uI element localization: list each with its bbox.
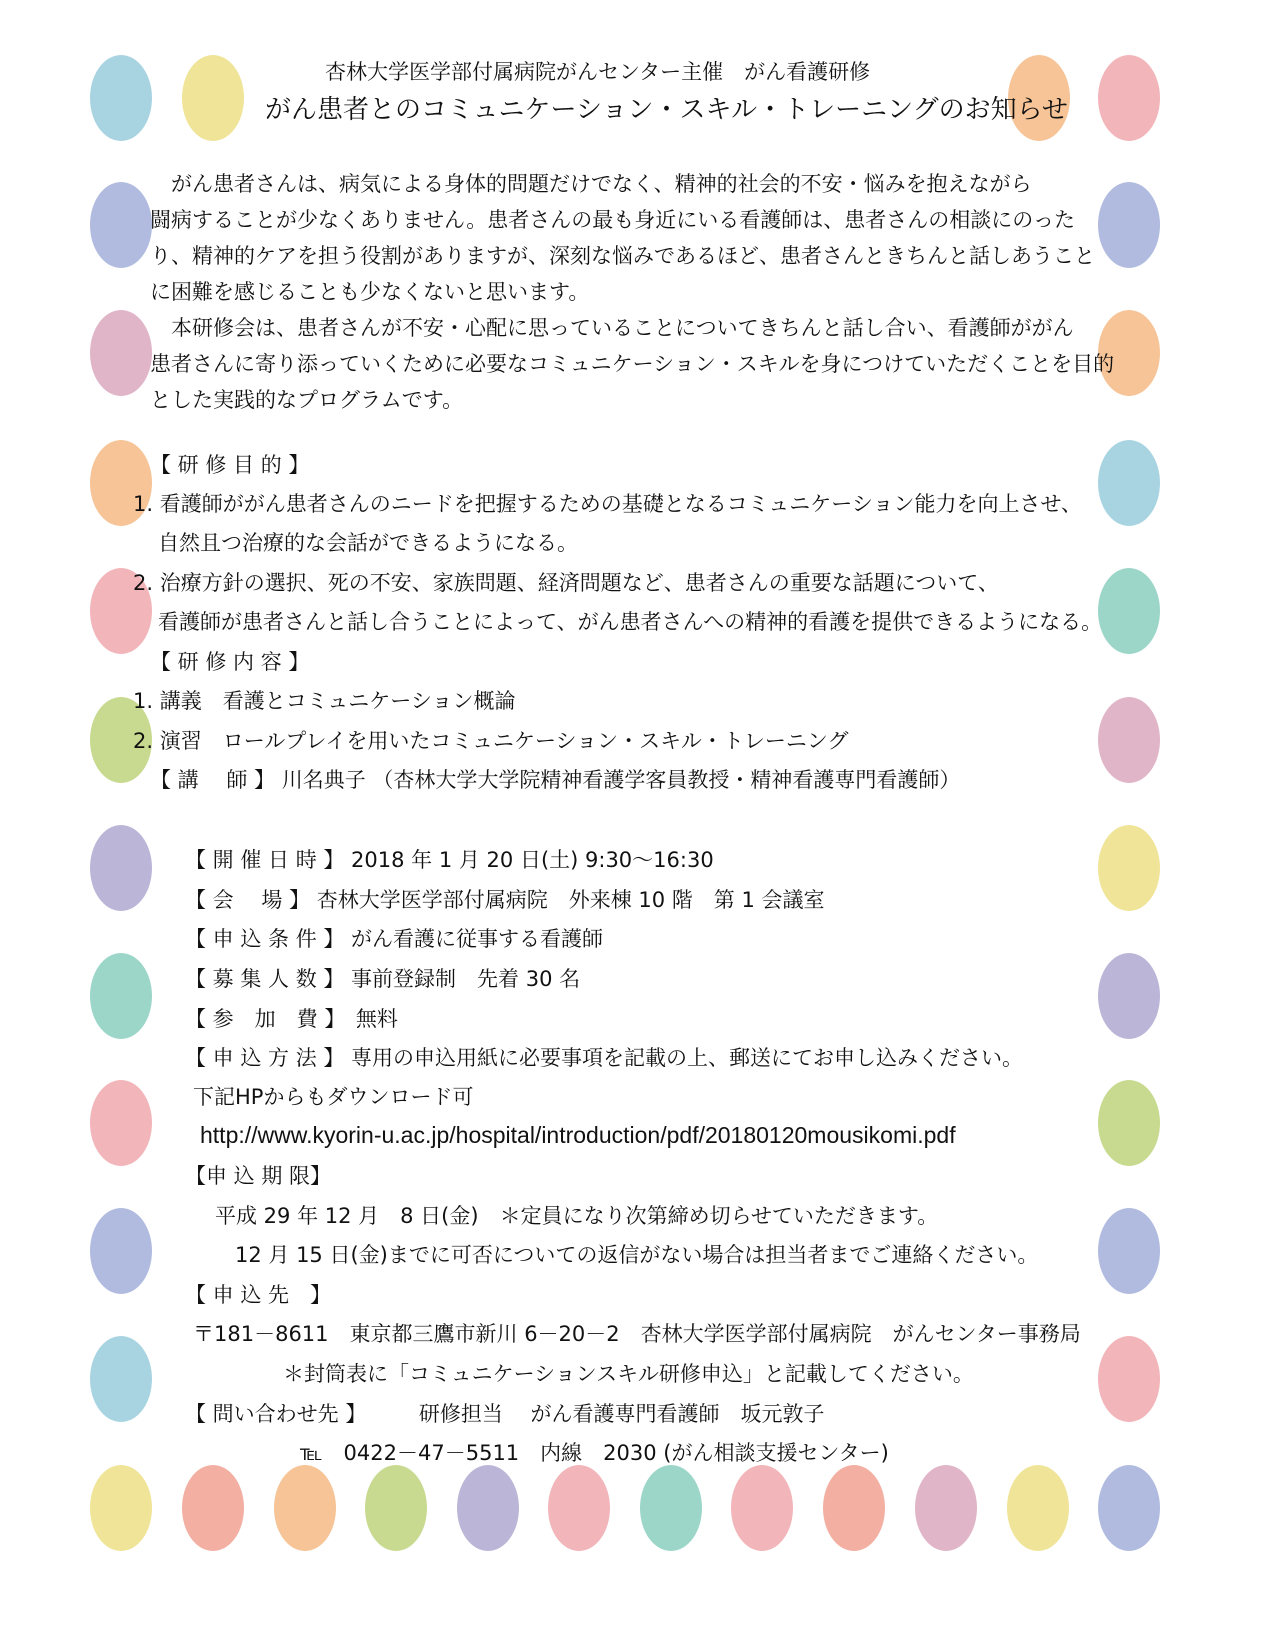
- dot: [90, 1080, 152, 1166]
- eligibility-line: 【 申 込 条 件 】 がん看護に従事する看護師: [185, 927, 604, 951]
- dot: [90, 1208, 152, 1294]
- deadline-line: 平成 29 年 12 月 8 日(金) ＊定員になり次第締め切らせていただきます。: [215, 1204, 939, 1228]
- dot: [1098, 1336, 1160, 1422]
- organizer-line: 杏林大学医学部付属病院がんセンター主催 がん看護研修: [325, 60, 871, 84]
- dot: [1098, 182, 1160, 268]
- dot: [274, 1465, 336, 1551]
- content-item: 2. 演習 ロールプレイを用いたコミュニケーション・スキル・トレーニング: [133, 729, 849, 753]
- address-line: 〒181－8611 東京都三鷹市新川 6－20－2 杏林大学医学部付属病院 がんセンター事務局: [193, 1322, 1081, 1346]
- intro-line: り、精神的ケアを担う役割がありますが、深刻な悩みであるほど、患者さんときちんと話しあうこと: [150, 244, 1095, 268]
- dot: [1098, 55, 1160, 141]
- page-title: がん患者とのコミュニケーション・スキル・トレーニングのお知らせ: [265, 95, 1068, 125]
- dot: [823, 1465, 885, 1551]
- fee-line: 【 参 加 費 】 無料: [185, 1007, 398, 1031]
- intro-line: 闘病することが少なくありません。患者さんの最も身近にいる看護師は、患者さんの相談にのった: [150, 208, 1076, 232]
- envelope-note: ＊封筒表に「コミュニケーションスキル研修申込」と記載してください。: [283, 1362, 974, 1386]
- method-line: 【 申 込 方 法 】 専用の申込用紙に必要事項を記載の上、郵送にてお申し込みください。: [185, 1046, 1024, 1070]
- tel-line: ℡ 0422－47－5511 内線 2030 (がん相談支援センター): [300, 1441, 889, 1465]
- content-item: 1. 講義 看護とコミュニケーション概論: [133, 689, 516, 713]
- dot: [548, 1465, 610, 1551]
- dot: [90, 1465, 152, 1551]
- dot: [365, 1465, 427, 1551]
- dot: [90, 953, 152, 1039]
- dot: [1098, 1208, 1160, 1294]
- dot: [731, 1465, 793, 1551]
- dot: [90, 1336, 152, 1422]
- intro-line: に困難を感じることも少なくないと思います。: [150, 280, 590, 304]
- purpose-item: 1. 看護師ががん患者さんのニードを把握するための基礎となるコミュニケーション能力を向上させ、: [133, 492, 1082, 516]
- dot: [182, 1465, 244, 1551]
- contact-line: 【 問い合わせ先 】 研修担当 がん看護専門看護師 坂元敦子: [185, 1402, 825, 1426]
- dot: [1098, 1465, 1160, 1551]
- download-note: 下記HPからもダウンロード可: [193, 1085, 474, 1109]
- dot: [1098, 440, 1160, 526]
- content-heading: 【 研 修 内 容 】: [150, 650, 310, 674]
- application-url-link[interactable]: http://www.kyorin-u.ac.jp/hospital/introduction/pdf/20180120mousikomi.pdf: [200, 1122, 956, 1148]
- purpose-heading: 【 研 修 目 的 】: [150, 453, 310, 477]
- lecturer-line: 【 講 師 】 川名典子 （杏林大学大学院精神看護学客員教授・精神看護専門看護師）: [150, 768, 961, 792]
- purpose-item: 自然且つ治療的な会話ができるようになる。: [158, 531, 578, 555]
- purpose-item: 看護師が患者さんと話し合うことによって、がん患者さんへの精神的看護を提供できるようになる。: [158, 610, 1103, 634]
- dot: [915, 1465, 977, 1551]
- dot: [1098, 953, 1160, 1039]
- dot: [1007, 1465, 1069, 1551]
- dot: [90, 825, 152, 911]
- capacity-line: 【 募 集 人 数 】 事前登録制 先着 30 名: [185, 967, 581, 991]
- address-heading: 【 申 込 先 】: [185, 1283, 332, 1307]
- datetime-line: 【 開 催 日 時 】 2018 年 1 月 20 日(土) 9:30～16:30: [185, 848, 714, 872]
- dot: [182, 55, 244, 141]
- dot: [457, 1465, 519, 1551]
- reply-note: 12 月 15 日(金)までに可否についての返信がない場合は担当者までご連絡ください。: [235, 1243, 1039, 1267]
- dot: [90, 182, 152, 268]
- deadline-heading: 【申 込 期 限】: [185, 1164, 332, 1188]
- dot: [1098, 825, 1160, 911]
- dot: [1098, 568, 1160, 654]
- intro-line: とした実践的なプログラムです。: [150, 388, 464, 412]
- dot: [640, 1465, 702, 1551]
- dot: [90, 55, 152, 141]
- dot: [1098, 1080, 1160, 1166]
- intro-line: 本研修会は、患者さんが不安・心配に思っていることについてきちんと話し合い、看護師ががん: [150, 316, 1074, 340]
- dot: [1098, 697, 1160, 783]
- dot: [90, 310, 152, 396]
- purpose-item: 2. 治療方針の選択、死の不安、家族問題、経済問題など、患者さんの重要な話題について、: [133, 571, 999, 595]
- venue-line: 【 会 場 】 杏林大学医学部付属病院 外来棟 10 階 第 1 会議室: [185, 888, 825, 912]
- intro-line: 患者さんに寄り添っていくために必要なコミュニケーション・スキルを身につけていただくことを目的: [150, 352, 1115, 376]
- intro-line: がん患者さんは、病気による身体的問題だけでなく、精神的社会的不安・悩みを抱えながら: [150, 172, 1032, 196]
